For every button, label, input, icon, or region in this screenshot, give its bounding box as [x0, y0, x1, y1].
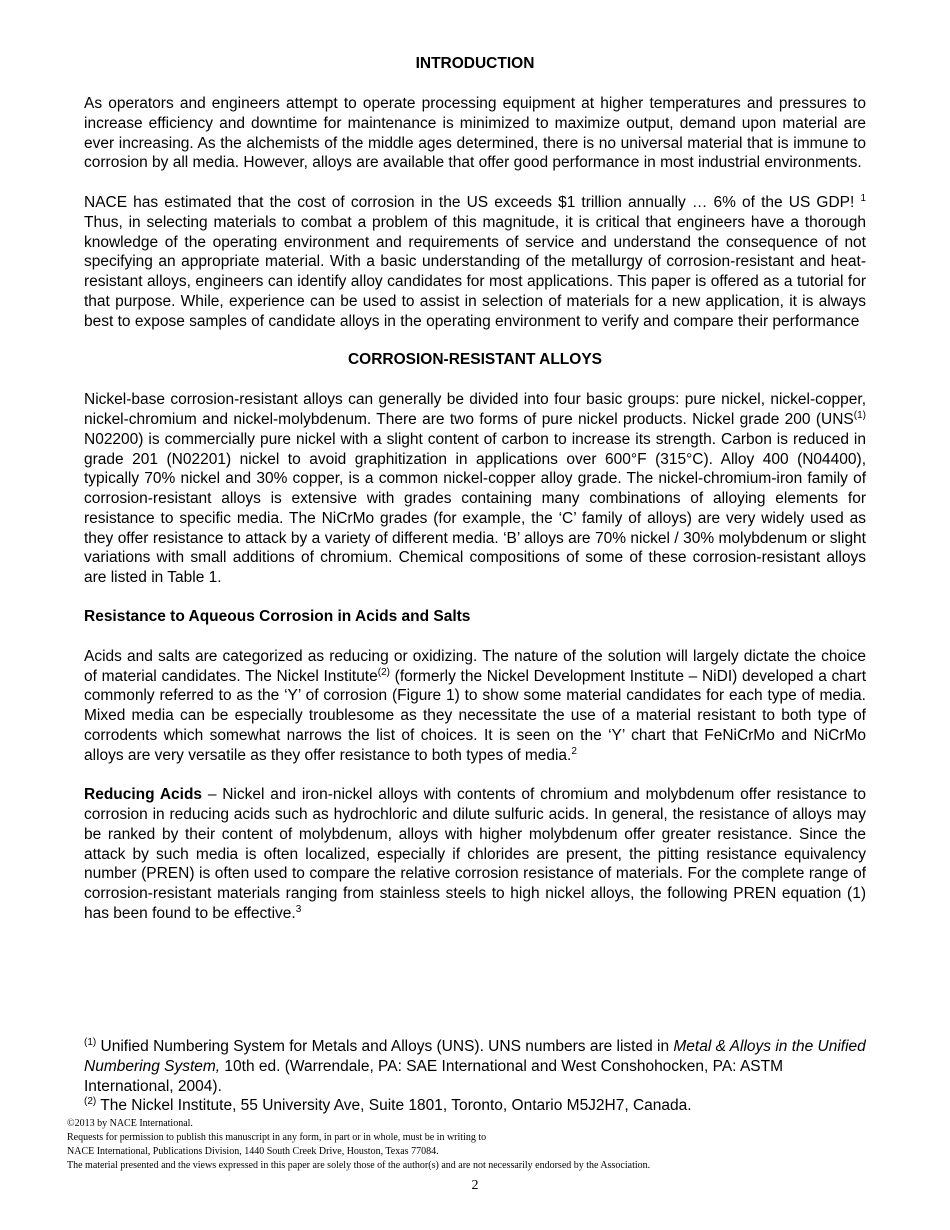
permission-line: Requests for permission to publish this manuscript in any form, in part or in whole, must be in writing to: [67, 1132, 487, 1143]
introduction-paragraph-2: NACE has estimated that the cost of corrosion in the US exceeds $1 trillion annually … 6% of the US GDP! $^1$ Thus, in selecting materials to combat a problem of this magnitude, it is critical that engineers have a thorough knowledge of the operating environment and requirements of service and understand the consequence of not specifying an appropriate material. With a basic understanding of the metallurgy of corrosion-resistant and heat-resistant alloys, engineers can identify alloy candidates for most applications. This paper is offered as a tutorial for that purpose. While, experience can be used to assist in selection of materials for a new application, it is always best to expose samples of candidate alloys in the operating environment to verify and compare their performance: [84, 193, 866, 330]
introduction-heading: INTRODUCTION: [415, 55, 535, 72]
reference-3-marker: 3: [295, 903, 302, 915]
reference-1-marker: 1: [860, 193, 866, 204]
aqueous-corrosion-heading: Resistance to Aqueous Corrosion in Acids and Salts: [84, 607, 471, 625]
aqueous-paragraph-1: Acids and salts are categorized as reducing or oxidizing. The nature of the solution will largely dictate the choice of material candidates. The Nickel Institute$^{(2)}$ (formerly the Nickel Development Institute – NiDI) developed a chart commonly referred to as the ‘Y’ of corrosion (Figure 1) to show some material candidates for each type of media. Mixed media can be especially troublesome as they necessitate the use of a material resistant to both type of corrodents which somewhat narrows the list of choices. It is seen on the ‘Y’ chart that FeNiCrMo and NiCrMo alloys are very versatile as they offer resistance to both types of media.$^2$: [84, 647, 867, 764]
reducing-acids-lead: Reducing Acids: [84, 786, 203, 804]
page-body: [84, 54, 866, 924]
copyright-line: ©2013 by NACE International.: [67, 1118, 193, 1129]
publisher-address-line: NACE International, Publications Division, 1440 South Creek Drive, Houston, Texas 77084.: [67, 1146, 439, 1157]
footnote-2: $^{(2)}$ The Nickel Institute, 55 University Ave, Suite 1801, Toronto, Ontario M5J2H7, Canada.: [84, 1096, 692, 1115]
legal-notice: [67, 1117, 887, 1173]
introduction-paragraph-1: As operators and engineers attempt to operate processing equipment at higher temperatures and pressures to increase efficiency and downtime for maintenance is minimized to maximize output, demand upon material are ever increasing. As the alchemists of the middle ages determined, there is no universal material that is immune to corrosion by all media. However, alloys are available that offer good performance in most industrial environments.: [84, 95, 866, 172]
disclaimer-line: The material presented and the views expressed in this paper are solely those of the author(s) and are not necessarily endorsed by the Association.: [67, 1160, 651, 1171]
cra-heading: CORROSION-RESISTANT ALLOYS: [347, 351, 603, 369]
footnote-1-marker: (1): [853, 410, 866, 421]
footnote-1: $^{(1)}$ Unified Numbering System for Metals and Alloys (UNS). UNS numbers are listed in Metal & Alloys in the Unified Numbering System, 10th ed. (Warrendale, PA: SAE International and West Conshohocken, PA: ASTM International, 2004).: [84, 1037, 866, 1095]
page-number: 2: [471, 1178, 479, 1193]
footnote-2-marker: (2): [377, 666, 390, 678]
reference-2-marker: 2: [571, 745, 577, 757]
reducing-acids-paragraph: Reducing Acids – Nickel and iron-nickel alloys with contents of chromium and molybdenum offer resistance to corrosion in reducing acids such as hydrochloric and dilute sulfuric acids. In general, the resistance of alloys may be ranked by their content of molybdenum, alloys with higher molybdenum offer greater resistance. Since the attack by such media is often localized, especially if chlorides are present, the pitting resistance equivalency number (PREN) is often used to compare the relative corrosion resistance of materials. For the complete range of corrosion-resistant materials ranging from stainless steels to high nickel alloys, the following PREN equation (1) has been found to be effective.$^3$: [84, 786, 866, 922]
footnotes: [84, 1037, 866, 1116]
cra-paragraph: Nickel-base corrosion-resistant alloys can generally be divided into four basic groups: pure nickel, nickel-copper, nickel-chromium and nickel-molybdenum. There are two forms of pure nickel products. Nickel grade 200 (UNS$^{(1)}$ N02200) is commercially pure nickel with a slight content of carbon to increase its strength. Carbon is reduced in grade 201 (N02201) nickel to avoid graphitization in applications over 600°F (315°C). Alloy 400 (N04400), typically 70% nickel and 30% copper, is a common nickel-copper alloy grade. The nickel-chromium-iron family of corrosion-resistant alloys is extensive with grades containing many combinations of alloying elements for resistance to specific media. The NiCrMo grades (for example, the ‘C’ family of alloys) are very widely used as they offer resistance to attack by a variety of different media. ‘B’ alloys are 70% nickel / 30% molybdenum or slight variations with small additions of chromium. Chemical compositions of some of these corrosion-resistant alloys are listed in Table 1.: [84, 391, 866, 586]
